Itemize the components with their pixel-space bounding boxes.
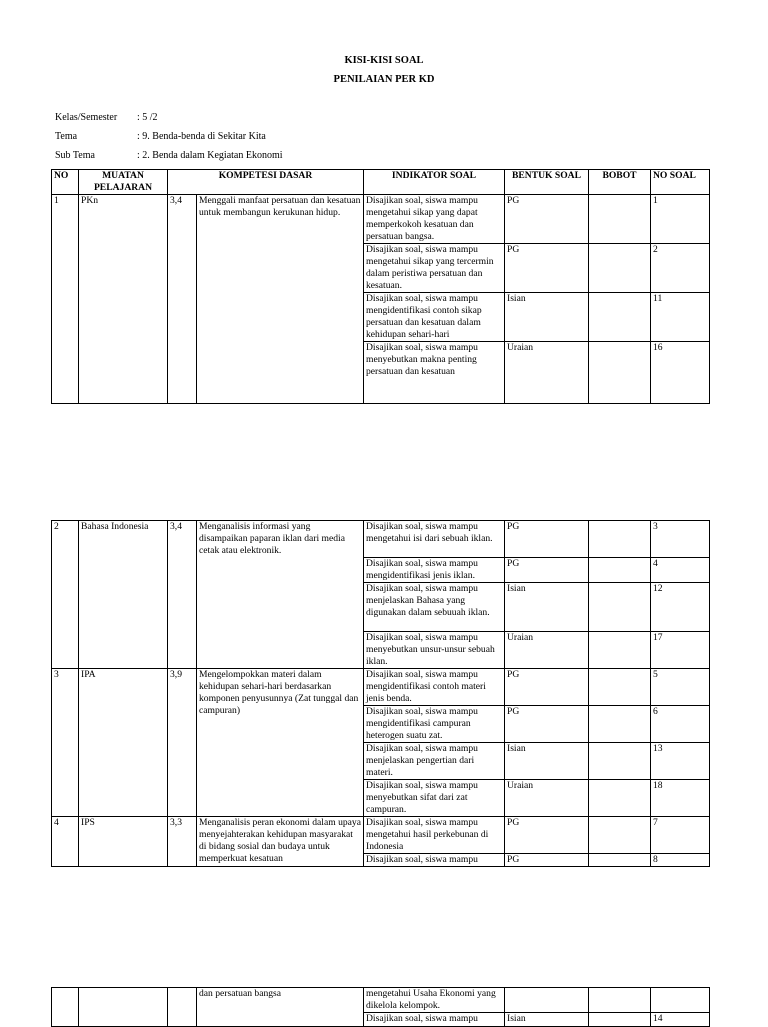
table-row: [52, 521, 710, 558]
cell-bentuk: Uraian: [505, 342, 589, 404]
cell-bentuk: Isian: [505, 293, 589, 342]
cell-bentuk: PG: [505, 244, 589, 293]
cell-bentuk: PG: [505, 558, 589, 583]
meta-label: Sub Tema: [55, 150, 95, 161]
cell-bobot: [589, 521, 651, 558]
cell-indikator: Disajikan soal, siswa mampu menyebutkan unsur-unsur sebuah iklan.: [364, 632, 505, 669]
header-bobot: BOBOT: [589, 170, 651, 195]
cell-kd-no: [168, 988, 197, 1027]
cell-bobot: [589, 293, 651, 342]
header-no: NO: [52, 170, 79, 195]
cell-bobot: [589, 854, 651, 867]
cell-nosoal: 2: [651, 244, 710, 293]
cell-nosoal: 11: [651, 293, 710, 342]
header-kd: KOMPETESI DASAR: [168, 170, 364, 195]
doc-title: KISI-KISI SOAL: [344, 55, 424, 66]
header-bentuk: BENTUK SOAL: [505, 170, 589, 195]
cell-bobot: [589, 1013, 651, 1027]
kisi-table-page-3: [51, 987, 710, 1027]
cell-muatan: IPS: [79, 817, 168, 867]
cell-nosoal: 12: [651, 583, 710, 632]
cell-kd-text: Menganalisis informasi yang disampaikan paparan iklan dari media cetak atau elektronik.: [197, 521, 364, 669]
cell-nosoal: 5: [651, 669, 710, 706]
table-row: [52, 195, 710, 244]
cell-muatan: [79, 988, 168, 1027]
cell-bentuk: PG: [505, 521, 589, 558]
cell-kd-text: Mengelompokkan materi dalam kehidupan sehari-hari berdasarkan komponen penyusunnya (Zat tunggal dan campuran): [197, 669, 364, 817]
table-row: [52, 988, 710, 1013]
cell-kd-text: Menggali manfaat persatuan dan kesatuan untuk membangun kerukunan hidup.: [197, 195, 364, 404]
cell-indikator: Disajikan soal, siswa mampu mengetahui isi dari sebuah iklan.: [364, 521, 505, 558]
doc-subtitle: PENILAIAN PER KD: [333, 74, 435, 85]
cell-bentuk: Uraian: [505, 632, 589, 669]
cell-indikator: Disajikan soal, siswa mampu mengidentifikasi campuran heterogen suatu zat.: [364, 706, 505, 743]
cell-bentuk: PG: [505, 669, 589, 706]
cell-indikator: Disajikan soal, siswa mampu mengidentifikasi contoh materi jenis benda.: [364, 669, 505, 706]
cell-bentuk: PG: [505, 817, 589, 854]
cell-nosoal: [651, 988, 710, 1013]
cell-kd-text: Menganalisis peran ekonomi dalam upaya menyejahterakan kehidupan masyarakat di bidang sosial dan budaya untuk memperkuat kesatuan: [197, 817, 364, 867]
cell-bobot: [589, 632, 651, 669]
cell-indikator: Disajikan soal, siswa mampu menjelaskan pengertian dari materi.: [364, 743, 505, 780]
meta-label: Kelas/Semester: [55, 112, 118, 123]
cell-no: 3: [52, 669, 79, 817]
cell-bobot: [589, 817, 651, 854]
cell-kd-text: dan persatuan bangsa: [197, 988, 364, 1027]
cell-nosoal: 16: [651, 342, 710, 404]
meta-value: : 5 /2: [137, 112, 158, 123]
cell-bentuk: Isian: [505, 583, 589, 632]
cell-nosoal: 8: [651, 854, 710, 867]
cell-nosoal: 13: [651, 743, 710, 780]
cell-no: 4: [52, 817, 79, 867]
meta-tema: [55, 131, 266, 142]
cell-bobot: [589, 988, 651, 1013]
cell-nosoal: 17: [651, 632, 710, 669]
meta-value: : 9. Benda-benda di Sekitar Kita: [137, 131, 266, 142]
cell-bentuk: [505, 988, 589, 1013]
cell-kd-no: 3,9: [168, 669, 197, 817]
cell-nosoal: 3: [651, 521, 710, 558]
cell-bentuk: Isian: [505, 1013, 589, 1027]
cell-indikator: mengetahui Usaha Ekonomi yang dikelola kelompok.: [364, 988, 505, 1013]
cell-nosoal: 14: [651, 1013, 710, 1027]
cell-indikator: Disajikan soal, siswa mampu mengetahui sikap yang tercermin dalam peristiwa persatuan dan kesatuan.: [364, 244, 505, 293]
cell-bobot: [589, 195, 651, 244]
cell-bobot: [589, 669, 651, 706]
cell-indikator: Disajikan soal, siswa mampu mengetahui hasil perkebunan di Indonesia: [364, 817, 505, 854]
cell-bentuk: PG: [505, 854, 589, 867]
cell-nosoal: 7: [651, 817, 710, 854]
cell-bentuk: Uraian: [505, 780, 589, 817]
table-row: [52, 817, 710, 854]
cell-indikator: Disajikan soal, siswa mampu menyebutkan sifat dari zat campuran.: [364, 780, 505, 817]
cell-kd-no: 3,4: [168, 521, 197, 669]
cell-indikator: Disajikan soal, siswa mampu: [364, 1013, 505, 1027]
cell-kd-no: 3,3: [168, 817, 197, 867]
meta-label: Tema: [55, 131, 78, 142]
cell-muatan: IPA: [79, 669, 168, 817]
meta-kelas-semester: [55, 112, 158, 123]
cell-indikator: Disajikan soal, siswa mampu mengidentifikasi jenis iklan.: [364, 558, 505, 583]
cell-bentuk: PG: [505, 195, 589, 244]
cell-kd-no: 3,4: [168, 195, 197, 404]
header-row: [52, 170, 710, 195]
cell-bentuk: PG: [505, 706, 589, 743]
cell-no: 1: [52, 195, 79, 404]
cell-bentuk: Isian: [505, 743, 589, 780]
cell-indikator: Disajikan soal, siswa mampu menjelaskan Bahasa yang digunakan dalam sebuuah iklan.: [364, 583, 505, 632]
cell-bobot: [589, 706, 651, 743]
kisi-table-page-2: [51, 520, 710, 867]
header-nosoal: NO SOAL: [651, 170, 710, 195]
cell-no: 2: [52, 521, 79, 669]
cell-indikator: Disajikan soal, siswa mampu menyebutkan makna penting persatuan dan kesatuan: [364, 342, 505, 404]
cell-bobot: [589, 342, 651, 404]
header-indikator: INDIKATOR SOAL: [364, 170, 505, 195]
cell-bobot: [589, 780, 651, 817]
cell-bobot: [589, 583, 651, 632]
cell-bobot: [589, 244, 651, 293]
cell-indikator: Disajikan soal, siswa mampu mengetahui sikap yang dapat memperkokoh kesatuan dan persatuan bangsa.: [364, 195, 505, 244]
cell-bobot: [589, 558, 651, 583]
meta-sub-tema: [55, 150, 283, 161]
cell-nosoal: 6: [651, 706, 710, 743]
cell-muatan: PKn: [79, 195, 168, 404]
header-muatan: MUATAN PELAJARAN: [79, 170, 168, 195]
meta-value: : 2. Benda dalam Kegiatan Ekonomi: [137, 150, 283, 161]
cell-nosoal: 1: [651, 195, 710, 244]
cell-indikator: Disajikan soal, siswa mampu: [364, 854, 505, 867]
kisi-table-page-1: [51, 169, 710, 404]
cell-no: [52, 988, 79, 1027]
table-row: [52, 669, 710, 706]
cell-muatan: Bahasa Indonesia: [79, 521, 168, 669]
cell-nosoal: 4: [651, 558, 710, 583]
cell-nosoal: 18: [651, 780, 710, 817]
cell-bobot: [589, 743, 651, 780]
cell-indikator: Disajikan soal, siswa mampu mengidentifikasi contoh sikap persatuan dan kesatuan dalam kehidupan sehari-hari: [364, 293, 505, 342]
